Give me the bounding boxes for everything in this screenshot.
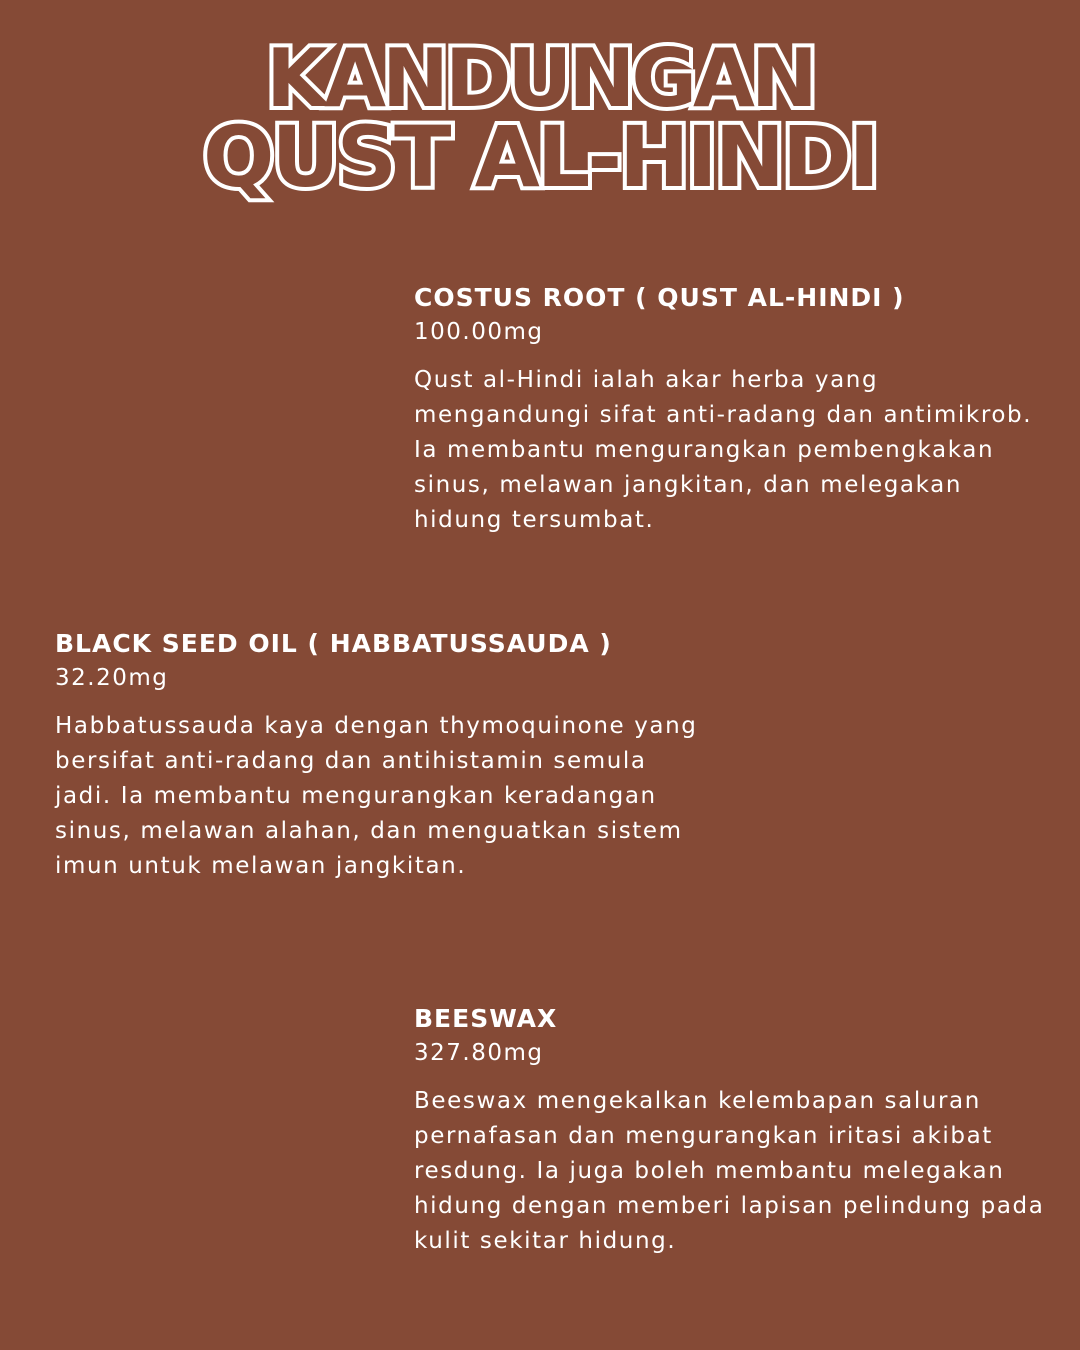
ingredient-description: Habbatussauda kaya dengan thymoquinone yang bersifat anti-radang dan antihistamin semula jadi. Ia membantu mengurangkan keradangan sinus, melawan alahan, dan menguatkan sistem imun untuk melawan jangkitan. bbox=[55, 713, 698, 879]
title-line-1: KANDUNGAN bbox=[266, 32, 814, 125]
ingredient-description: Qust al-Hindi ialah akar herba yang mengandungi sifat anti-radang dan antimikrob. Ia membantu mengurangkan pembengkakan sinus, melawan jangkitan, dan melegakan hidung tersumbat. bbox=[414, 367, 1033, 533]
ingredient-description: Beeswax mengekalkan kelembapan saluran pernafasan dan mengurangkan iritasi akibat resdung. Ia juga boleh membantu melegakan hidung dengan memberi lapisan pelindung pada kulit sekitar hidung. bbox=[414, 1088, 1045, 1254]
ingredient-dose: 100.00mg bbox=[414, 319, 544, 345]
ingredient-beeswax bbox=[414, 1004, 1054, 1259]
ingredient-name: BLACK SEED OIL ( HABBATUSSAUDA ) bbox=[55, 629, 612, 658]
ingredient-name: BEESWAX bbox=[414, 1004, 558, 1033]
page-title bbox=[0, 32, 1080, 206]
title-line-2: QUST AL-HINDI bbox=[203, 108, 877, 206]
ingredient-name: COSTUS ROOT ( QUST AL-HINDI ) bbox=[414, 283, 905, 312]
ingredient-dose: 327.80mg bbox=[414, 1040, 544, 1066]
ingredient-dose: 32.20mg bbox=[55, 665, 169, 691]
ingredient-black-seed-oil bbox=[55, 629, 705, 884]
ingredient-costus-root bbox=[414, 283, 1054, 538]
